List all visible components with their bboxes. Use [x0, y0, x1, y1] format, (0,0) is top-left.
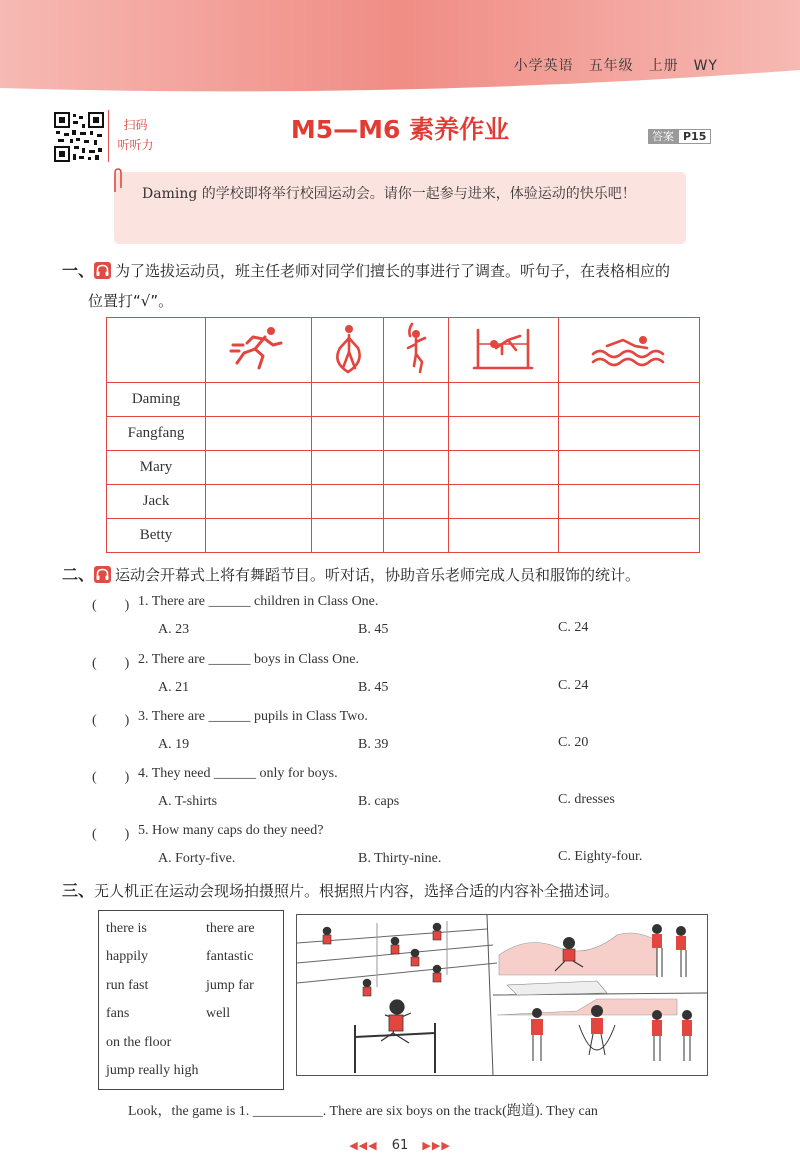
headphone-icon[interactable]	[94, 262, 111, 279]
answer-page: P15	[678, 129, 711, 144]
intro-text: Daming 的学校即将举行校园运动会。请你一起参与进来，体验运动的快乐吧！	[142, 186, 636, 202]
question-stem: 1. There are ______ children in Class One.	[138, 594, 379, 609]
question-stem: 5. How many caps do they need?	[138, 823, 324, 838]
word-item: jump really high	[106, 1063, 199, 1078]
question-paren[interactable]: ( )	[92, 770, 130, 785]
header-band	[0, 0, 800, 92]
fill-in-sentence: Look，the game is 1. __________. There are six boys on the track(跑道). They can	[128, 1104, 598, 1119]
option-a: A. 21	[158, 680, 190, 695]
book-label: 小学英语 五年级 上册 WY	[513, 58, 718, 74]
word-item: happily	[106, 949, 148, 964]
option-a: A. 23	[158, 622, 190, 637]
name-cell: Betty	[107, 519, 206, 553]
survey-table	[106, 317, 700, 553]
option-c: C. Eighty-four.	[558, 849, 643, 864]
section2-heading	[62, 562, 640, 585]
question-stem: 3. There are ______ pupils in Class Two.	[138, 709, 368, 724]
option-c: C. dresses	[558, 792, 615, 807]
answer-cell[interactable]	[206, 519, 312, 553]
scan-label-line2: 听听力	[117, 138, 154, 152]
answer-cell[interactable]	[206, 451, 312, 485]
question-paren[interactable]: ( )	[92, 656, 130, 671]
table-header-row	[107, 318, 700, 383]
option-c: C. 24	[558, 620, 589, 635]
left-arrows-icon: ◀◀◀	[349, 1139, 378, 1152]
table-row	[107, 485, 700, 519]
option-b: B. Thirty-nine.	[358, 851, 442, 866]
word-item: on the floor	[106, 1035, 172, 1050]
option-c: C. 20	[558, 735, 589, 750]
answer-cell[interactable]	[448, 451, 558, 485]
header-cell-high-jump	[448, 318, 558, 383]
answer-cell[interactable]	[558, 417, 699, 451]
paperclip-icon	[112, 168, 124, 194]
name-cell: Mary	[107, 451, 206, 485]
answer-cell[interactable]	[558, 485, 699, 519]
answer-cell[interactable]	[384, 485, 449, 519]
word-item: fans	[106, 1006, 130, 1021]
skipping-rope-icon	[328, 322, 368, 374]
section1-text-line2: 位置打“√”。	[88, 292, 174, 310]
answer-cell[interactable]	[312, 519, 384, 553]
page-footer	[0, 1138, 800, 1153]
answer-cell[interactable]	[312, 417, 384, 451]
question-paren[interactable]: ( )	[92, 827, 130, 842]
name-cell: Jack	[107, 485, 206, 519]
section3-number: 三、	[62, 881, 95, 900]
answer-cell[interactable]	[448, 417, 558, 451]
header-cell-swimming	[558, 318, 699, 383]
answer-cell[interactable]	[206, 383, 312, 417]
answer-cell[interactable]	[558, 383, 699, 417]
option-b: B. 39	[358, 737, 389, 752]
table-row	[107, 519, 700, 553]
answer-cell[interactable]	[384, 417, 449, 451]
answer-cell[interactable]	[558, 451, 699, 485]
word-item: there are	[206, 921, 255, 936]
question-stem: 4. They need ______ only for boys.	[138, 766, 338, 781]
word-item: run fast	[106, 978, 149, 993]
swimming-icon	[589, 328, 669, 368]
word-item: well	[206, 1006, 231, 1021]
running-icon	[229, 323, 289, 373]
option-b: B. 45	[358, 680, 389, 695]
header-cell-running	[206, 318, 312, 383]
table-row	[107, 417, 700, 451]
name-cell: Daming	[107, 383, 206, 417]
answer-cell[interactable]	[448, 519, 558, 553]
answer-cell[interactable]	[384, 451, 449, 485]
section1-text: 为了选拔运动员，班主任老师对同学们擅长的事进行了调查。听句子，在表格相应的	[115, 262, 671, 280]
answer-cell[interactable]	[384, 383, 449, 417]
question-stem: 2. There are ______ boys in Class One.	[138, 652, 359, 667]
option-a: A. 19	[158, 737, 190, 752]
option-b: B. caps	[358, 794, 400, 809]
section1-heading	[62, 258, 670, 281]
table-corner-cell	[107, 318, 206, 383]
page-title: M5—M6 素养作业	[290, 115, 510, 144]
sports-day-photo	[296, 914, 708, 1076]
option-a: A. T-shirts	[158, 794, 218, 809]
answer-cell[interactable]	[206, 485, 312, 519]
answer-cell[interactable]	[384, 519, 449, 553]
answer-cell[interactable]	[558, 519, 699, 553]
dancing-icon	[398, 322, 434, 374]
section1-number: 一、	[62, 261, 95, 280]
word-item: fantastic	[206, 949, 254, 964]
scan-label-line1: 扫码	[123, 118, 148, 132]
answer-cell[interactable]	[312, 451, 384, 485]
section3-heading	[62, 878, 619, 901]
header-cell-dancing	[384, 318, 449, 383]
answer-cell[interactable]	[312, 383, 384, 417]
option-b: B. 45	[358, 622, 389, 637]
name-cell: Fangfang	[107, 417, 206, 451]
high-jump-icon	[472, 324, 534, 372]
word-item: there is	[106, 921, 147, 936]
right-arrows-icon: ▶▶▶	[422, 1139, 451, 1152]
section3-text: 无人机正在运动会现场拍摄照片。根据照片内容，选择合适的内容补全描述词。	[94, 882, 620, 900]
header-cell-skipping	[312, 318, 384, 383]
option-a: A. Forty-five.	[158, 851, 236, 866]
table-row	[107, 451, 700, 485]
word-item: jump far	[206, 978, 254, 993]
question-paren[interactable]: ( )	[92, 713, 130, 728]
question-paren[interactable]: ( )	[92, 598, 130, 613]
answer-cell[interactable]	[448, 485, 558, 519]
answer-cell[interactable]	[448, 383, 558, 417]
answer-cell[interactable]	[206, 417, 312, 451]
answer-label: 答案	[648, 129, 678, 144]
answer-cell[interactable]	[312, 485, 384, 519]
answer-badge	[648, 128, 711, 146]
section2-number: 二、	[62, 565, 95, 584]
table-row	[107, 383, 700, 417]
headphone-icon[interactable]	[94, 566, 111, 583]
section2-text: 运动会开幕式上将有舞蹈节目。听对话，协助音乐老师完成人员和服饰的统计。	[115, 566, 641, 584]
option-c: C. 24	[558, 678, 589, 693]
page-number: 61	[391, 1138, 409, 1153]
